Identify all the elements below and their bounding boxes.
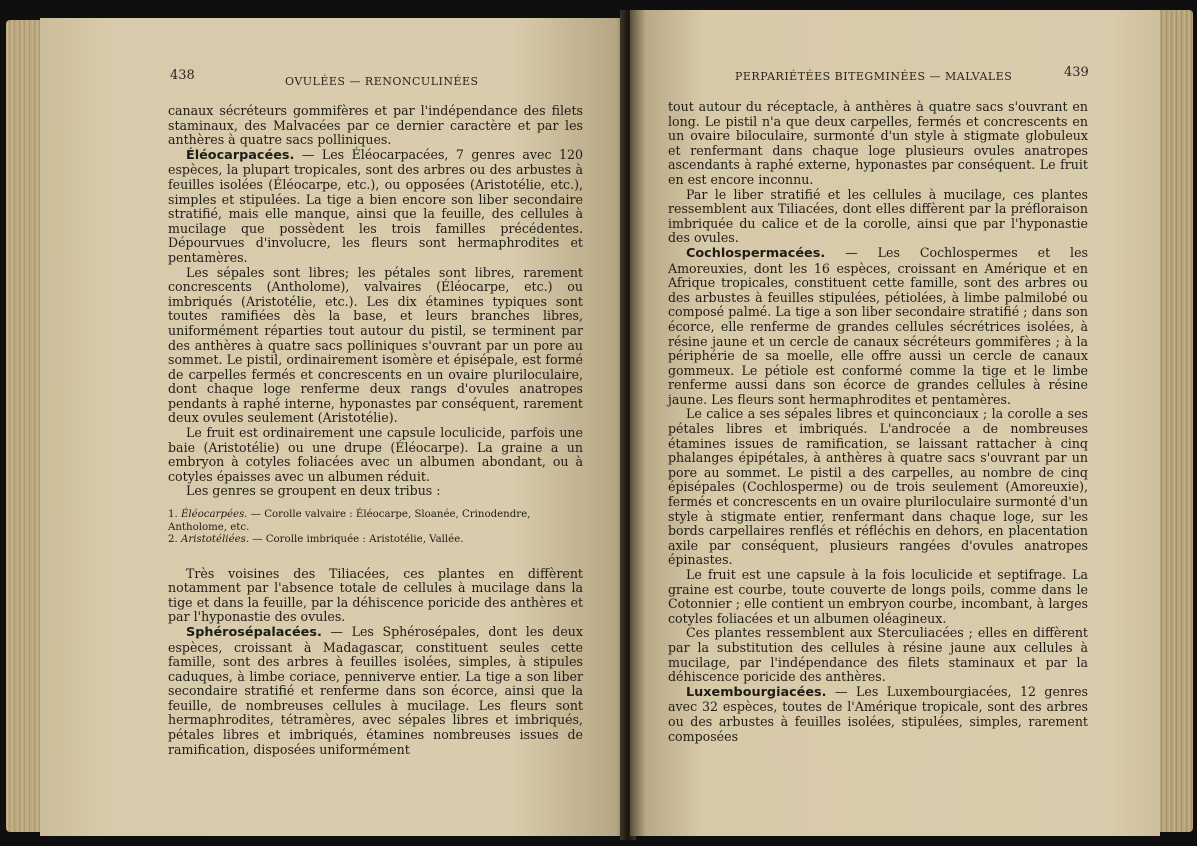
family-heading: Luxembourgiacées. [686, 684, 827, 700]
paragraph: Les genres se groupent en deux tribus : [186, 483, 441, 499]
list-item: 2. Aristotéliées. — Corolle imbriquée : Aristotélie, Vallée. [168, 534, 464, 546]
paragraph: Le calice a ses sépales libres et quinconciaux ; la corolle a ses pétales libres et imbriqués. L'androcée a de nombreuses étamines issues de ramification, se laissant rattacher à cinq phalanges épipétales, à anthères à quatre sacs s'ouvrant par un pore au sommet. Le pistil a des carpelles, au nombre de cinq épisépales (Cochlosperme) ou de trois seulement (Amoreuxie), fermés et concrescents en un ovaire pluriloculaire surmonté d'un style à stigmate entier, renfermant dans chaque loge, sur les bords carpellaires renflés et réfléchis en dehors, en placentation axile par conséquent, plusieurs rangées d'ovules anatropes épinastes. [668, 406, 1088, 568]
paragraph: Éléocarpacées. — Les Éléocarpacées, 7 genres avec 120 espèces, la plupart tropicales, sont des arbres ou des arbustes à feuilles isolées (Éléocarpe, etc.), ou opposées (Aristotélie, etc.), simples et stipulées. La tige a bien encore son liber secondaire stratifié, mais elle manque, ainsi que la feuille, des cellules à mucilage que possèdent les trois familles précédentes. Dépourvues d'involucre, les fleurs sont hermaphrodites et pentamères. [168, 146, 583, 265]
running-head: PERPARIÉTÉES BITEGMINÉES — MALVALES [735, 70, 1013, 83]
paragraph: Ces plantes ressemblent aux Sterculiacées ; elles en diffèrent par la substitution des cellules à résine jaune aux cellules à mucilage, par l'indépendance des filets staminaux et par la déhiscence poricide des anthères. [668, 625, 1088, 685]
page-number: 439 [1064, 65, 1089, 80]
paragraph: Les sépales sont libres; les pétales sont libres, rarement concrescents (Antholome), valvaires (Éléocarpe, etc.) ou imbriqués (Aristotélie, etc.). Les dix étamines typiques sont toutes ramifiées dès la base, et leurs branches libres, uniformément réparties tout autour du pistil, se terminent par des anthères à quatre sacs polliniques s'ouvrant par un pore au sommet. Le pistil, ordinairement isomère et épisépale, est formé de carpelles fermés et concrescents en un ovaire pluriloculaire, dont chaque loge renferme deux rangs d'ovules anatropes pendants à raphé interne, hyponastes par conséquent, rarement deux ovules seulement (Aristotélie). [168, 264, 583, 426]
paragraph: Par le liber stratifié et les cellules à mucilage, ces plantes ressemblent aux Tiliacées, dont elles diffèrent par la préfloraison imbriquée du calice et de la corolle, ainsi que par l'hyponastie des ovules. [668, 186, 1088, 246]
right-body [668, 100, 1088, 744]
paragraph: Le fruit est une capsule à la fois loculicide et septifrage. La graine est courbe, toute couverte de longs poils, comme dans le Cotonnier ; elle contient un embryon courbe, incombant, à larges cotyles foliacées et un albumen oléagineux. [668, 567, 1088, 626]
left-page [40, 18, 628, 836]
right-page [630, 10, 1160, 836]
family-heading: Sphérosépalacées. [186, 624, 322, 640]
paragraph: Le fruit est ordinairement une capsule loculicide, parfois une baie (Aristotélie) ou une drupe (Éléocarpe). La graine a un embryon à cotyles foliacées avec un albumen abondant, ou à cotyles épaisses avec un albumen réduit. [168, 425, 583, 484]
left-body [168, 104, 583, 757]
list-item: 1. Éléocarpées. — Corolle valvaire : Éléocarpe, Sloanée, Crinodendre, Antholome, etc. [168, 509, 531, 533]
family-heading: Éléocarpacées. [186, 147, 295, 163]
tribes-list [168, 509, 583, 547]
paragraph: Très voisines des Tiliacées, ces plantes en diffèrent notamment par l'absence totale de cellules à mucilage dans la tige et dans la feuille, par la déhiscence poricide des anthères et par l'hyponastie des ovules. [168, 565, 583, 625]
paragraph: Cochlospermacées. — Les Cochlospermes et les Amoreuxies, dont les 16 espèces, croissant en Amérique et en Afrique tropicales, constituent cette famille, sont des arbres ou des arbustes à feuilles stipulées, pétiolées, à limbe palmilobé ou composé palmé. La tige a son liber secondaire stratifié ; dans son écorce, elle renferme de grandes cellules sécrétrices isolées, à résine jaune et un cercle de canaux sécréteurs gommifères ; à la périphérie de sa moelle, elle offre aussi un cercle de canaux gommeux. Le pétiole est conformé comme la tige et le limbe renferme aussi dans son écorce de grandes cellules à résine jaune. Les fleurs sont hermaphrodites et pentamères. [668, 244, 1088, 407]
paragraph: Luxembourgiacées. — Les Luxembourgiacées, 12 genres avec 32 espèces, toutes de l'Amérique tropicale, sont des arbres ou des arbustes à feuilles isolées, stipulées, simples, rarement composées [668, 683, 1088, 744]
running-head: OVULÉES — RENONCULINÉES [285, 75, 479, 88]
page-number: 438 [170, 68, 195, 83]
family-heading: Cochlospermacées. [686, 245, 826, 261]
paragraph: Sphérosépalacées. — Les Sphérosépales, dont les deux espèces, croissant à Madagascar, constituent seules cette famille, sont des arbres à feuilles isolées, simples, à stipules caduques, à limbe coriace, penniverve entier. La tige a son liber secondaire stratifié et renferme dans son écorce, ainsi que la feuille, de nombreuses cellules à mucilage. Les fleurs sont hermaphrodites, tétramères, avec sépales libres et imbriqués, pétales libres et imbriqués, étamines nombreuses issues de ramification, disposées uniformément [168, 623, 583, 757]
paragraph: tout autour du réceptacle, à anthères à quatre sacs s'ouvrant en long. Le pistil n'a que deux carpelles, fermés et concrescents en un ovaire biloculaire, surmonté d'un style à stigmate globuleux et renfermant dans chaque loge plusieurs ovules anatropes ascendants à raphé externe, hyponastes par conséquent. Le fruit en est encore inconnu. [668, 99, 1088, 187]
paragraph: canaux sécréteurs gommifères et par l'indépendance des filets staminaux, des Malvacées par ce dernier caractère et par les anthères à quatre sacs polliniques. [168, 103, 583, 148]
